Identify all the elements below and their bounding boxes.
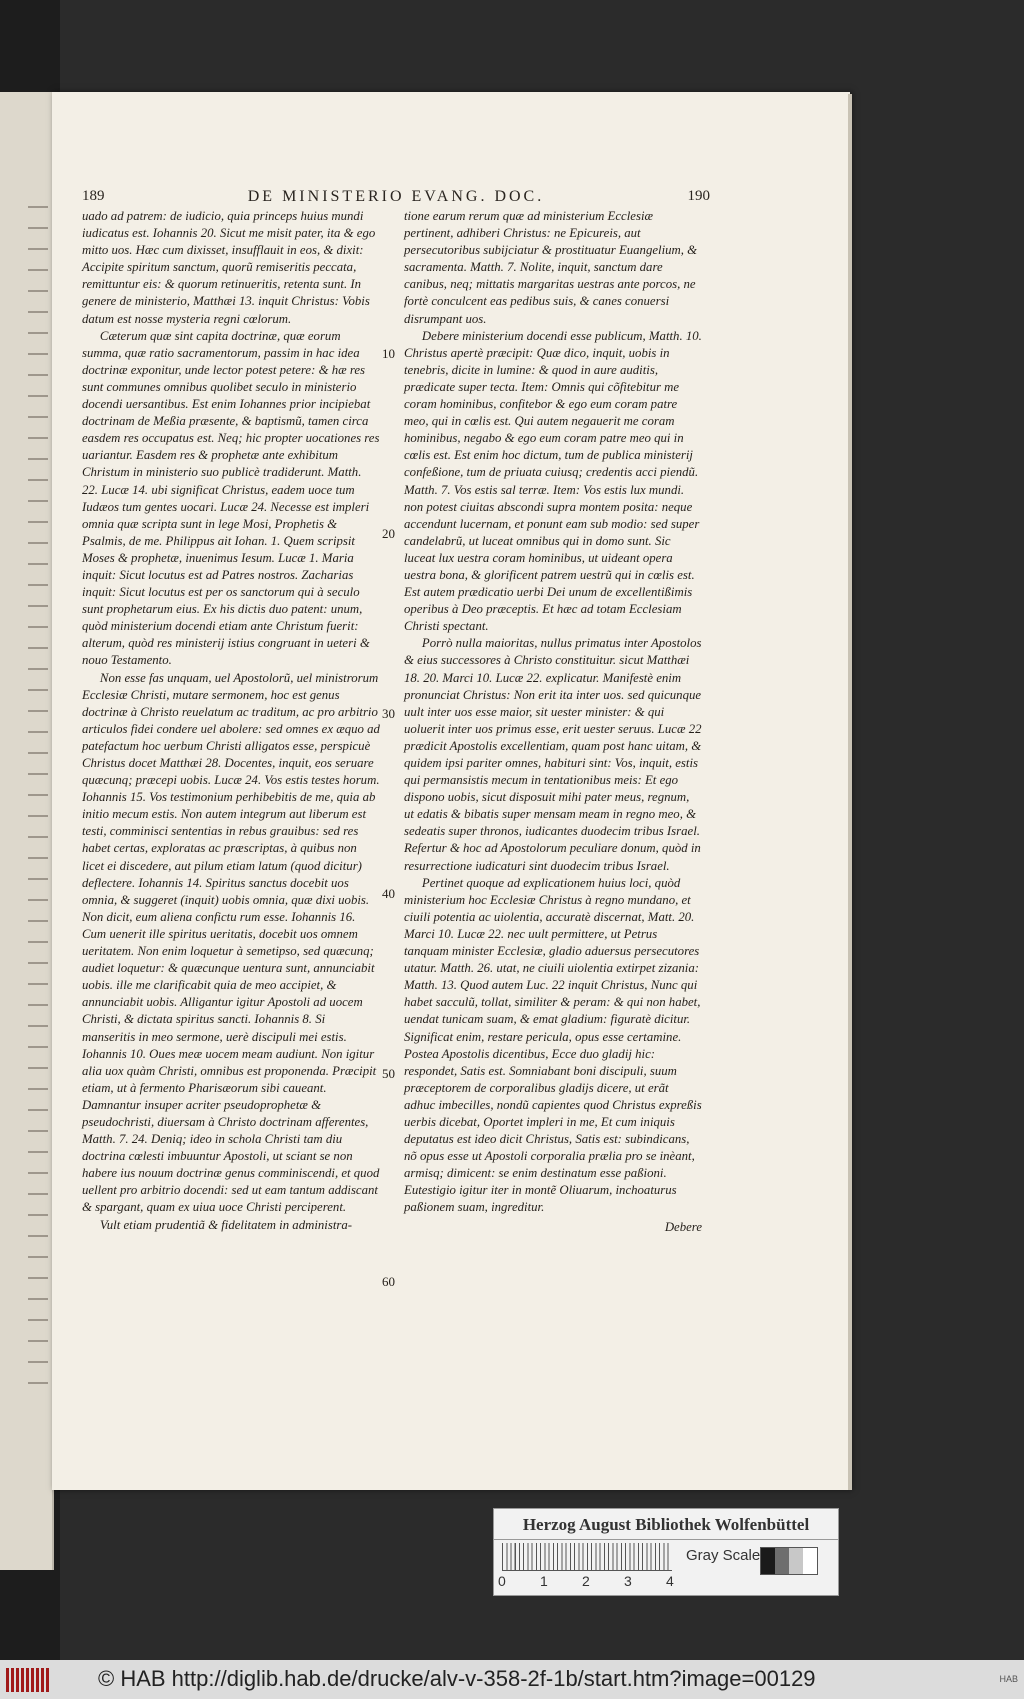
color-calibration-card xyxy=(493,1508,839,1596)
scale-number: 4 xyxy=(666,1573,674,1589)
gray-scale-label: Gray Scale xyxy=(686,1547,761,1564)
line-number: 50 xyxy=(382,1066,395,1081)
scale-number: 2 xyxy=(582,1573,590,1589)
line-number: 40 xyxy=(382,886,395,901)
scale-number: 0 xyxy=(498,1573,506,1589)
paragraph: Pertinet quoque ad explicationem huius loci, quòd ministerium hoc Ecclesiæ Christus à regno mundano, et ciuili potentia ac uiolentia, accuratè discernat, Matt. 20. Marci 10. Lucæ 22. nec uult permittere, ut Petrus tanquam minister Ecclesiæ, gladio aduersus persecutores utatur. Matth. 26. utat, ne ciuili uiolentia extirpet zizania: Matth. 13. Quod autem Luc. 22 inquit Christus, Nunc qui habet sacculũ, tollat, similiter & peram: & qui non habet, uendat tunicam suam, & emat gladium: figuratè dicitur. Significat enim, restare pericula, opus esse certamine. Postea Apostolis dicentibus, Ecce duo gladij hic: respondet, Satis est. Somniabant boni discipuli, suum præceptorem de corporalibus gladijs dicere, ut erãt adhuc imbecilles, nondũ capientes quod Christus expreßis uerbis dicebat, Oportet impleri in me, Et cum iniquis deputatus est ideo dicit Christus, Satis est: subindicans, nõ opus esse ut Apostoli corporalia prælia pro se inèant, armisq; dimicent: se enim destinatum esse paßioni. Eutestigio igitur iter in montẽ Oliuarum, inchoaturus paßionem suam, ingreditur. xyxy=(404,875,702,1215)
right-column xyxy=(404,208,702,1236)
line-number: 20 xyxy=(382,526,395,541)
library-name: Herzog August Bibliothek Wolfenbüttel xyxy=(494,1511,838,1540)
page-number-right: 190 xyxy=(687,188,710,204)
paragraph: uado ad patrem: de iudicio, quia princeps huius mundi iudicatus est. Iohannis 20. Sicut me misit pater, ita & ego mitto uos. Hæc cum dixisset, insufflauit in eos, & dixit: Accipite spiritum sanctum, quorũ remiseritis peccata, remittuntur eis: & quorum retinueritis, retenta sunt. In genere de ministerio, Matthæi 13. inquit Christus: Vobis datum est nosse mysteria regni cœlorum. xyxy=(82,209,376,326)
swatch-cell xyxy=(775,1548,789,1574)
footer-bar xyxy=(0,1660,1024,1699)
swatch-cell xyxy=(803,1548,817,1574)
paragraph: Porrò nulla maioritas, nullus primatus inter Apostolos & eius successores à Christo constituitur. sicut Matthæi 18. 20. Marci 10. Lucæ 22. explicatur. Manifestè enim pronunciat Christus: Non erit ita inter uos. sed quicunque uult inter uos esse maior, sit uester minister: & qui uoluerit inter uos primus esse, erit uester seruus. Lucæ 22 prædicit Apostolis excellentiam, quam post hanc uitam, & quidem ipsi pariter omnes, habituri sint: Vos, inquit, estis qui permansistis mecum in tentationibus meis: Et ego dispono uobis, sicut disposuit mihi pater meus, regnum, ut edatis & bibatis super mensam meam in regno meo, & sedeatis super thronos, iudicantes duodecim tribus Israel. Refertur & hoc ad Apostolorum peculiare donum, quòd in resurrectione iudicaturi sint duodecim tribus Israel. xyxy=(404,636,702,873)
book-page xyxy=(52,92,850,1490)
line-number: 60 xyxy=(382,1274,395,1289)
source-url[interactable]: © HAB http://diglib.hab.de/drucke/alv-v-358-2f-1b/start.htm?image=00129 xyxy=(98,1666,816,1691)
gray-scale-swatch xyxy=(760,1547,818,1575)
catchword: Debere xyxy=(664,1219,702,1234)
swatch-cell xyxy=(789,1548,803,1574)
hab-logo-icon xyxy=(6,1668,50,1692)
left-column xyxy=(82,208,380,1234)
page-edge xyxy=(848,94,852,1490)
paragraph: Non esse fas unquam, uel Apostolorũ, uel ministrorum Ecclesiæ Christi, mutare sermonem, hoc est genus doctrinæ à Christo reuelatum ac traditum, ac pro arbitrio articulos fidei condere uel abolere: sed omnes ex æquo ad patefactum hoc uerbum Christi alligatos esse, perspicuè Christus docet Matthæi 28. Docentes, inquit, eos seruare quæcunq; præcepi uobis. Lucæ 24. Vos estis testes horum. Iohannis 15. Vos testimonium perhibebitis de me, quia ab initio mecum estis. Non autem integrum aut liberum est testi, comminisci sententias in rebus grauibus: sed res habet certas, exploratas ac præscriptas, à quibus non licet ei discedere, aut pilum etiam latum (quod dicitur) deflectere. Iohannis 14. Spiritus sanctus docebit uos omnia, & suggeret (inquit) uobis omnia, quæ dixi uobis. Non dicit, eum aliena confictu rum esse. Iohannis 16. Cum uenerit ille spiritus ueritatis, docebit uos omnem ueritatem. Non enim loquetur à semetipso, sed quæcunq; audiet loquetur: & quæcunque uentura sunt, annunciabit uobis. ille me clarificabit quia de meo accipiet, & annunciabit uobis. Alligantur igitur Apostoli ad uocem Christi, & dictata spiritus sancti. Iohannis 8. Si manseritis in meo sermone, uerè discipuli mei estis. Iohannis 10. Oues meæ uocem meam audiunt. Non igitur alia uox quàm Christi, omnibus est proponenda. Præcipit etiam, ut à fermento Pharisæorum sibi caueant. Damnantur insuper acriter pseudoprophetæ & pseudochristi, diuersam à Christo doctrinam afferentes, Matth. 7. 24. Deniq; ideo in schola Christi tam diu doctrina cœlesti imbuuntur Apostoli, ut sciant se non habere ius nouum doctrinæ genus comminiscendi, et quod uellent pro arbitrio docendi: sed ut eam tantum addiscant & spargant, quam ex uiua uoce Christi perciperent. xyxy=(82,670,380,1215)
paragraph: Cæterum quæ sint capita doctrinæ, quæ eorum summa, quæ ratio sacramentorum, passim in hac idea doctrinæ exponitur, unde lector potest petere: & hæ res sunt communes omnibus quolibet seculo in ministerio docendi uersantibus. Est enim Iohannes prior incipiebat doctrinam de Meßia præsente, & baptismũ, tamen circa easdem res occupatus est. Neq; hic propter uocationes res uariantur. Easdem res & prophetæ ante exhibitum Christum in ministerio suo publicè tradiderunt. Matth. 22. Lucæ 14. ubi significat Christus, eadem uoce tum Iudæos tum gentes uocari. Lucæ 24. Necesse est impleri omnia quæ scripta sunt in lege Mosi, Prophetis & Psalmis, de me. Philippus ait Iohan. 1. Quem scripsit Moses & prophetæ, inuenimus Iesum. Lucæ 1. Maria inquit: Sicut locutus est ad Patres nostros. Zacharias inquit: Sicut locutus est per os sanctorum qui à seculo sunt prophetarum eius. Ex his dictis duo patent: unum, quòd ministerium docendi etiam ante Christum fuerit: alterum, quòd res ministerij istius congruant in ueteri & nouo Testamento. xyxy=(82,328,380,668)
line-number: 10 xyxy=(382,346,395,361)
previous-page-edge xyxy=(0,92,54,1570)
running-title: DE MINISTERIO EVANG. DOC. xyxy=(247,188,545,205)
scale-ruler xyxy=(502,1543,672,1571)
paragraph: Debere ministerium docendi esse publicum, Matth. 10. Christus apertè præcipit: Quæ dico, inquit, uobis in tenebris, dicite in lumine: & quod in aure auditis, prædicate super tecta. Item: Omnis qui cõfitebitur me coram hominibus, confitebor & ego eum coram patre meo, qui in cœlis est. Qui autem negauerit me coram hominibus, negabo & ego eum coram patre meo qui in cœlis est. Est enim hoc dictum, tum de publica ministerij confeßione, tum de priuata cuiusq; credentis acci piendũ. Matth. 7. Vos estis sal terræ. Item: Vos estis lux mundi. non potest ciuitas abscondi supra montem posita: neque accendunt lucernam, et ponunt eam sub modio: sed super candelabrũ, ut luceat omnibus qui in domo sunt. Sic luceat lux uestra coram hominibus, ut uideant opera uestra bona, & glorificent patrem uestrũ qui in cœlis est. Est autem prædicatio uerbi Dei unum de excellentißimis operibus à Deo præceptis. Et hæc ad totam Ecclesiam Christi spectant. xyxy=(404,328,702,634)
scale-number: 3 xyxy=(624,1573,632,1589)
corner-mark: HAB xyxy=(999,1674,1018,1684)
scale-number: 1 xyxy=(540,1573,548,1589)
page-number-left: 189 xyxy=(82,188,105,204)
line-number: 30 xyxy=(382,706,395,721)
paragraph: tione earum rerum quæ ad ministerium Ecclesiæ pertinent, adhiberi Christus: ne Epicureis, aut persecutoribus subijciatur & prostituatur Euangelium, & sacramenta. Matth. 7. Nolite, inquit, sanctum dare canibus, neq; mittatis margaritas uestras ante porcos, ne fortè conculcent eas pedibus suis, & canes conuersi disrumpant uos. xyxy=(404,209,698,326)
page-header xyxy=(82,188,710,208)
swatch-cell xyxy=(761,1548,775,1574)
paragraph: Vult etiam prudentiã & fidelitatem in administra- xyxy=(99,1217,353,1232)
